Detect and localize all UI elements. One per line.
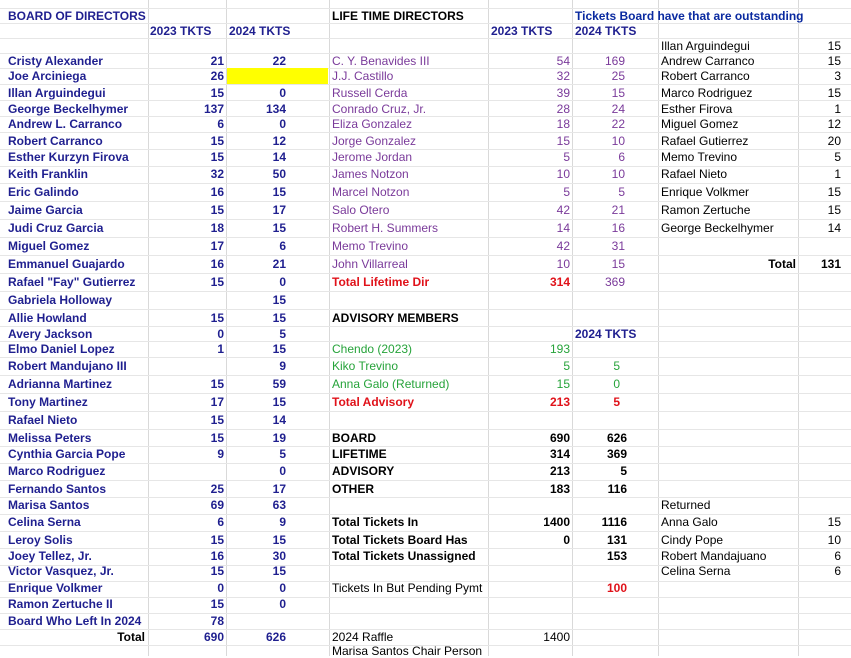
outstanding-value: 15 bbox=[827, 203, 841, 217]
lifetime-2024-value: 22 bbox=[611, 117, 625, 131]
advisory-title: ADVISORY MEMBERS bbox=[332, 311, 459, 325]
returned-name: Robert Mandajuano bbox=[661, 549, 767, 563]
grid-column-line bbox=[329, 0, 330, 656]
lifetime-director-name: Marcel Notzon bbox=[332, 185, 410, 199]
outstanding-name: Rafael Gutierrez bbox=[661, 134, 749, 148]
outstanding-name: Illan Arguindegui bbox=[661, 39, 750, 53]
summary-2023-value: 213 bbox=[549, 464, 570, 478]
outstanding-name: Marco Rodriguez bbox=[661, 86, 753, 100]
raffle-value: 1400 bbox=[543, 630, 570, 644]
grid-row-line bbox=[0, 514, 851, 515]
grid-column-line bbox=[798, 0, 799, 656]
grid-column-line bbox=[572, 0, 573, 656]
summary-label: OTHER bbox=[332, 482, 374, 496]
lifetime-2024-value: 16 bbox=[611, 221, 625, 235]
board-2024-value: 134 bbox=[265, 102, 286, 116]
board-2023-value: 17 bbox=[210, 395, 224, 409]
board-2023-value: 0 bbox=[217, 581, 224, 595]
grid-row-line bbox=[0, 237, 851, 238]
outstanding-value: 14 bbox=[827, 221, 841, 235]
lifetime-director-name: Eliza Gonzalez bbox=[332, 117, 413, 131]
summary-label: BOARD bbox=[332, 431, 376, 445]
summary-2024-value: 369 bbox=[606, 447, 627, 461]
board-member-name: Judi Cruz Garcia bbox=[8, 221, 104, 235]
board-member-name: Avery Jackson bbox=[8, 327, 93, 341]
board-2024-value: 21 bbox=[272, 257, 286, 271]
advisory-member-name: Kiko Trevino bbox=[332, 359, 399, 373]
outstanding-name: Esther Firova bbox=[661, 102, 733, 116]
lifetime-total-label: Total Lifetime Dir bbox=[332, 275, 430, 289]
board-member-name: Board Who Left In 2024 bbox=[8, 614, 142, 628]
grid-row-line bbox=[0, 446, 851, 447]
lifetime-2023-header: 2023 TKTS bbox=[491, 24, 553, 38]
grid-row-line bbox=[0, 411, 851, 412]
board-2024-value: 14 bbox=[272, 150, 286, 164]
board-member-name: Adrianna Martinez bbox=[8, 377, 113, 391]
summary-total-2023: 1400 bbox=[543, 515, 570, 529]
lifetime-director-name: Jerome Jordan bbox=[332, 150, 413, 164]
advisory-total-2023: 213 bbox=[549, 395, 570, 409]
board-2023-value: 0 bbox=[217, 327, 224, 341]
board-2024-value: 0 bbox=[279, 464, 286, 478]
grid-row-line bbox=[0, 100, 851, 101]
board-2023-value: 15 bbox=[210, 311, 224, 325]
lifetime-2023-value: 14 bbox=[556, 221, 570, 235]
outstanding-value: 15 bbox=[827, 185, 841, 199]
board-2024-value: 15 bbox=[272, 221, 286, 235]
grid-column-line bbox=[226, 0, 227, 656]
board-2024-value: 15 bbox=[272, 533, 286, 547]
grid-row-line bbox=[0, 84, 851, 85]
lifetime-2023-value: 5 bbox=[563, 150, 570, 164]
advisory-2024-value: 5 bbox=[613, 359, 620, 373]
pending-label: Tickets In But Pending Pymt bbox=[332, 581, 483, 595]
board-2023-value: 16 bbox=[210, 549, 224, 563]
outstanding-value: 3 bbox=[834, 69, 841, 83]
board-2023-value: 78 bbox=[210, 614, 224, 628]
board-2024-value: 5 bbox=[279, 447, 286, 461]
board-member-name: Illan Arguindegui bbox=[8, 86, 106, 100]
lifetime-2024-value: 21 bbox=[611, 203, 625, 217]
board-2023-value: 18 bbox=[210, 221, 224, 235]
advisory-2023-value: 15 bbox=[556, 377, 570, 391]
lifetime-2023-value: 39 bbox=[556, 86, 570, 100]
board-2023-value: 21 bbox=[210, 54, 224, 68]
board-member-name: Robert Carranco bbox=[8, 134, 103, 148]
lifetime-2024-value: 5 bbox=[618, 185, 625, 199]
returned-value: 6 bbox=[834, 564, 841, 578]
lifetime-2023-value: 32 bbox=[556, 69, 570, 83]
board-2024-value: 0 bbox=[279, 86, 286, 100]
board-member-name: Gabriela Holloway bbox=[8, 293, 113, 307]
board-member-name: Elmo Daniel Lopez bbox=[8, 342, 115, 356]
lifetime-2023-value: 15 bbox=[556, 134, 570, 148]
lifetime-title: LIFE TIME DIRECTORS bbox=[332, 9, 464, 23]
summary-label: ADVISORY bbox=[332, 464, 395, 478]
board-2024-value: 17 bbox=[272, 482, 286, 496]
advisory-total-label: Total Advisory bbox=[332, 395, 415, 409]
lifetime-director-name: Salo Otero bbox=[332, 203, 390, 217]
board-member-name: Cynthia Garcia Pope bbox=[8, 447, 126, 461]
grid-row-line bbox=[0, 291, 851, 292]
summary-total-2024: 153 bbox=[606, 549, 627, 563]
advisory-member-name: Anna Galo (Returned) bbox=[332, 377, 450, 391]
board-member-name: Tony Martinez bbox=[8, 395, 88, 409]
advisory-2023-value: 193 bbox=[549, 342, 570, 356]
board-2023-value: 69 bbox=[210, 498, 224, 512]
board-member-name: Enrique Volkmer bbox=[8, 581, 103, 595]
board-2023-value: 15 bbox=[210, 564, 224, 578]
outstanding-value: 15 bbox=[827, 54, 841, 68]
board-2023-value: 6 bbox=[217, 515, 224, 529]
board-2023-value: 15 bbox=[210, 134, 224, 148]
board-2023-value: 15 bbox=[210, 431, 224, 445]
advisory-2023-value: 5 bbox=[563, 359, 570, 373]
outstanding-value: 20 bbox=[827, 134, 841, 148]
board-member-name: Keith Franklin bbox=[8, 167, 89, 181]
returned-title: Returned bbox=[661, 498, 711, 512]
board-member-name: Miguel Gomez bbox=[8, 239, 90, 253]
grid-row-line bbox=[0, 480, 851, 481]
summary-total-label: Total Tickets Unassigned bbox=[332, 549, 476, 563]
chair-person-label: Marisa Santos Chair Person bbox=[332, 644, 483, 658]
board-member-name: Leroy Solis bbox=[8, 533, 73, 547]
board-member-name: Andrew L. Carranco bbox=[8, 117, 123, 131]
lifetime-2024-value: 24 bbox=[611, 102, 625, 116]
summary-2023-value: 314 bbox=[549, 447, 570, 461]
board-2024-value: 15 bbox=[272, 293, 286, 307]
lifetime-2024-value: 10 bbox=[611, 134, 625, 148]
outstanding-name: Miguel Gomez bbox=[661, 117, 739, 131]
board-2024-value: 9 bbox=[279, 359, 286, 373]
lifetime-director-name: C. Y. Benavides III bbox=[332, 54, 430, 68]
summary-total-label: Total Tickets In bbox=[332, 515, 419, 529]
summary-total-2024: 1116 bbox=[601, 515, 627, 529]
lifetime-2024-header: 2024 TKTS bbox=[575, 24, 637, 38]
lifetime-2023-value: 18 bbox=[556, 117, 570, 131]
grid-row-line bbox=[0, 23, 851, 24]
outstanding-name: Rafael Nieto bbox=[661, 167, 728, 181]
grid-row-line bbox=[0, 273, 851, 274]
board-total-label: Total bbox=[117, 630, 145, 644]
board-2024-value: 30 bbox=[272, 549, 286, 563]
board-2023-value: 15 bbox=[210, 86, 224, 100]
grid-row-line bbox=[0, 597, 851, 598]
lifetime-director-name: James Notzon bbox=[332, 167, 409, 181]
board-2024-value: 15 bbox=[272, 395, 286, 409]
grid-row-line bbox=[0, 497, 851, 498]
returned-name: Celina Serna bbox=[661, 564, 731, 578]
grid-row-line bbox=[0, 531, 851, 532]
outstanding-value: 12 bbox=[827, 117, 841, 131]
board-2023-value: 32 bbox=[210, 167, 224, 181]
lifetime-2023-value: 10 bbox=[556, 167, 570, 181]
board-2024-value: 0 bbox=[279, 597, 286, 611]
board-member-name: Marco Rodriguez bbox=[8, 464, 106, 478]
lifetime-2023-value: 42 bbox=[556, 203, 570, 217]
advisory-2024-value: 0 bbox=[613, 377, 620, 391]
returned-name: Cindy Pope bbox=[661, 533, 724, 547]
grid-row-line bbox=[0, 341, 851, 342]
outstanding-name: Enrique Volkmer bbox=[661, 185, 750, 199]
outstanding-value: 15 bbox=[827, 86, 841, 100]
grid-column-line bbox=[488, 0, 489, 656]
board-member-name: Victor Vasquez, Jr. bbox=[8, 564, 114, 578]
lifetime-2023-value: 28 bbox=[556, 102, 570, 116]
grid-row-line bbox=[0, 393, 851, 394]
lifetime-2024-value: 169 bbox=[604, 54, 625, 68]
advisory-total-2024: 5 bbox=[613, 395, 620, 409]
returned-value: 10 bbox=[827, 533, 841, 547]
lifetime-2024-value: 25 bbox=[611, 69, 625, 83]
outstanding-name: Memo Trevino bbox=[661, 150, 738, 164]
board-2024-value: 0 bbox=[279, 581, 286, 595]
lifetime-total-2023: 314 bbox=[549, 275, 570, 289]
board-2023-header: 2023 TKTS bbox=[150, 24, 212, 38]
board-total-2023: 690 bbox=[203, 630, 224, 644]
grid-row-line bbox=[0, 357, 851, 358]
outstanding-value: 5 bbox=[834, 150, 841, 164]
board-2023-value: 15 bbox=[210, 275, 224, 289]
board-2024-value: 59 bbox=[272, 377, 286, 391]
outstanding-name: Ramon Zertuche bbox=[661, 203, 751, 217]
pending-value: 100 bbox=[606, 581, 627, 595]
board-2023-value: 137 bbox=[203, 102, 224, 116]
board-2024-header: 2024 TKTS bbox=[229, 24, 291, 38]
grid-row-line bbox=[0, 463, 851, 464]
board-2024-value: 5 bbox=[279, 327, 286, 341]
grid-column-line bbox=[658, 0, 659, 656]
board-2024-value: 14 bbox=[272, 413, 286, 427]
lifetime-director-name: Robert H. Summers bbox=[332, 221, 439, 235]
raffle-label: 2024 Raffle bbox=[332, 630, 394, 644]
grid-row-line bbox=[0, 326, 851, 327]
board-2023-value: 9 bbox=[217, 447, 224, 461]
board-2024-value: 0 bbox=[279, 117, 286, 131]
board-2024-value: 9 bbox=[279, 515, 286, 529]
grid-row-line bbox=[0, 429, 851, 430]
outstanding-name: George Beckelhymer bbox=[661, 221, 774, 235]
grid-row-line bbox=[0, 183, 851, 184]
board-title: BOARD OF DIRECTORS bbox=[8, 9, 146, 23]
board-member-name: Robert Mandujano III bbox=[8, 359, 127, 373]
outstanding-total: 131 bbox=[820, 257, 841, 271]
board-member-name: Fernando Santos bbox=[8, 482, 107, 496]
board-member-name: Joey Tellez, Jr. bbox=[8, 549, 92, 563]
returned-value: 15 bbox=[827, 515, 841, 529]
lifetime-2024-value: 6 bbox=[618, 150, 625, 164]
board-2024-value: 6 bbox=[279, 239, 286, 253]
lifetime-2024-value: 15 bbox=[611, 86, 625, 100]
board-member-name: Marisa Santos bbox=[8, 498, 90, 512]
highlighted-cell bbox=[227, 68, 328, 84]
outstanding-value: 1 bbox=[834, 102, 841, 116]
board-member-name: Melissa Peters bbox=[8, 431, 92, 445]
summary-total-label: Total Tickets Board Has bbox=[332, 533, 468, 547]
board-2023-value: 15 bbox=[210, 203, 224, 217]
board-2023-value: 25 bbox=[210, 482, 224, 496]
board-2024-value: 12 bbox=[272, 134, 286, 148]
board-member-name: Emmanuel Guajardo bbox=[8, 257, 125, 271]
board-2023-value: 17 bbox=[210, 239, 224, 253]
lifetime-2024-value: 15 bbox=[611, 257, 625, 271]
grid-row-line bbox=[0, 309, 851, 310]
board-2023-value: 15 bbox=[210, 413, 224, 427]
board-2023-value: 15 bbox=[210, 533, 224, 547]
summary-2024-value: 626 bbox=[606, 431, 627, 445]
board-2023-value: 26 bbox=[210, 69, 224, 83]
summary-2023-value: 183 bbox=[549, 482, 570, 496]
board-2024-value: 15 bbox=[272, 342, 286, 356]
board-2024-value: 15 bbox=[272, 185, 286, 199]
summary-label: LIFETIME bbox=[332, 447, 387, 461]
board-2023-value: 15 bbox=[210, 597, 224, 611]
lifetime-2024-value: 10 bbox=[611, 167, 625, 181]
lifetime-2023-value: 10 bbox=[556, 257, 570, 271]
summary-2023-value: 690 bbox=[549, 431, 570, 445]
board-2024-value: 22 bbox=[272, 54, 286, 68]
advisory-2024-header: 2024 TKTS bbox=[575, 327, 637, 341]
board-member-name: Allie Howland bbox=[8, 311, 87, 325]
lifetime-director-name: J.J. Castillo bbox=[332, 69, 394, 83]
board-member-name: Celina Serna bbox=[8, 515, 81, 529]
lifetime-director-name: John Villarreal bbox=[332, 257, 408, 271]
board-member-name: Cristy Alexander bbox=[8, 54, 103, 68]
lifetime-2023-value: 5 bbox=[563, 185, 570, 199]
board-2023-value: 1 bbox=[217, 342, 224, 356]
grid-row-line bbox=[0, 255, 851, 256]
summary-total-2024: 131 bbox=[606, 533, 627, 547]
grid-row-line bbox=[0, 219, 851, 220]
outstanding-value: 1 bbox=[834, 167, 841, 181]
board-2024-value: 19 bbox=[272, 431, 286, 445]
board-2023-value: 15 bbox=[210, 377, 224, 391]
lifetime-2023-value: 54 bbox=[556, 54, 570, 68]
outstanding-name: Andrew Carranco bbox=[661, 54, 755, 68]
lifetime-director-name: Conrado Cruz, Jr. bbox=[332, 102, 427, 116]
lifetime-2024-value: 31 bbox=[611, 239, 625, 253]
returned-name: Anna Galo bbox=[661, 515, 718, 529]
board-2024-value: 15 bbox=[272, 311, 286, 325]
board-2024-value: 63 bbox=[272, 498, 286, 512]
board-2024-value: 17 bbox=[272, 203, 286, 217]
board-2023-value: 16 bbox=[210, 257, 224, 271]
lifetime-director-name: Russell Cerda bbox=[332, 86, 408, 100]
summary-2024-value: 116 bbox=[607, 482, 627, 496]
board-2023-value: 15 bbox=[210, 150, 224, 164]
board-total-2024: 626 bbox=[265, 630, 286, 644]
board-2024-value: 15 bbox=[272, 564, 286, 578]
summary-total-2023: 0 bbox=[563, 533, 570, 547]
grid-row-line bbox=[0, 375, 851, 376]
board-member-name: Joe Arciniega bbox=[8, 69, 87, 83]
board-member-name: Jaime Garcia bbox=[8, 203, 83, 217]
lifetime-director-name: Memo Trevino bbox=[332, 239, 409, 253]
grid-row-line bbox=[0, 132, 851, 133]
lifetime-director-name: Jorge Gonzalez bbox=[332, 134, 417, 148]
advisory-member-name: Chendo (2023) bbox=[332, 342, 413, 356]
lifetime-total-2024: 369 bbox=[604, 275, 625, 289]
board-2024-value: 0 bbox=[279, 275, 286, 289]
grid-row-line bbox=[0, 201, 851, 202]
lifetime-2023-value: 42 bbox=[556, 239, 570, 253]
grid-column-line bbox=[148, 0, 149, 656]
board-2024-value: 50 bbox=[272, 167, 286, 181]
outstanding-value: 15 bbox=[827, 39, 841, 53]
board-2023-value: 6 bbox=[217, 117, 224, 131]
board-member-name: Rafael Nieto bbox=[8, 413, 78, 427]
board-2023-value: 16 bbox=[210, 185, 224, 199]
returned-value: 6 bbox=[834, 549, 841, 563]
summary-2024-value: 5 bbox=[620, 464, 627, 478]
outstanding-name: Robert Carranco bbox=[661, 69, 750, 83]
board-member-name: Eric Galindo bbox=[8, 185, 79, 199]
outstanding-total-label: Total bbox=[768, 257, 796, 271]
board-member-name: Ramon Zertuche II bbox=[8, 597, 113, 611]
board-member-name: George Beckelhymer bbox=[8, 102, 129, 116]
board-member-name: Esther Kurzyn Firova bbox=[8, 150, 129, 164]
board-member-name: Rafael "Fay" Gutierrez bbox=[8, 275, 136, 289]
outstanding-title: Tickets Board have that are outstanding bbox=[575, 9, 804, 23]
